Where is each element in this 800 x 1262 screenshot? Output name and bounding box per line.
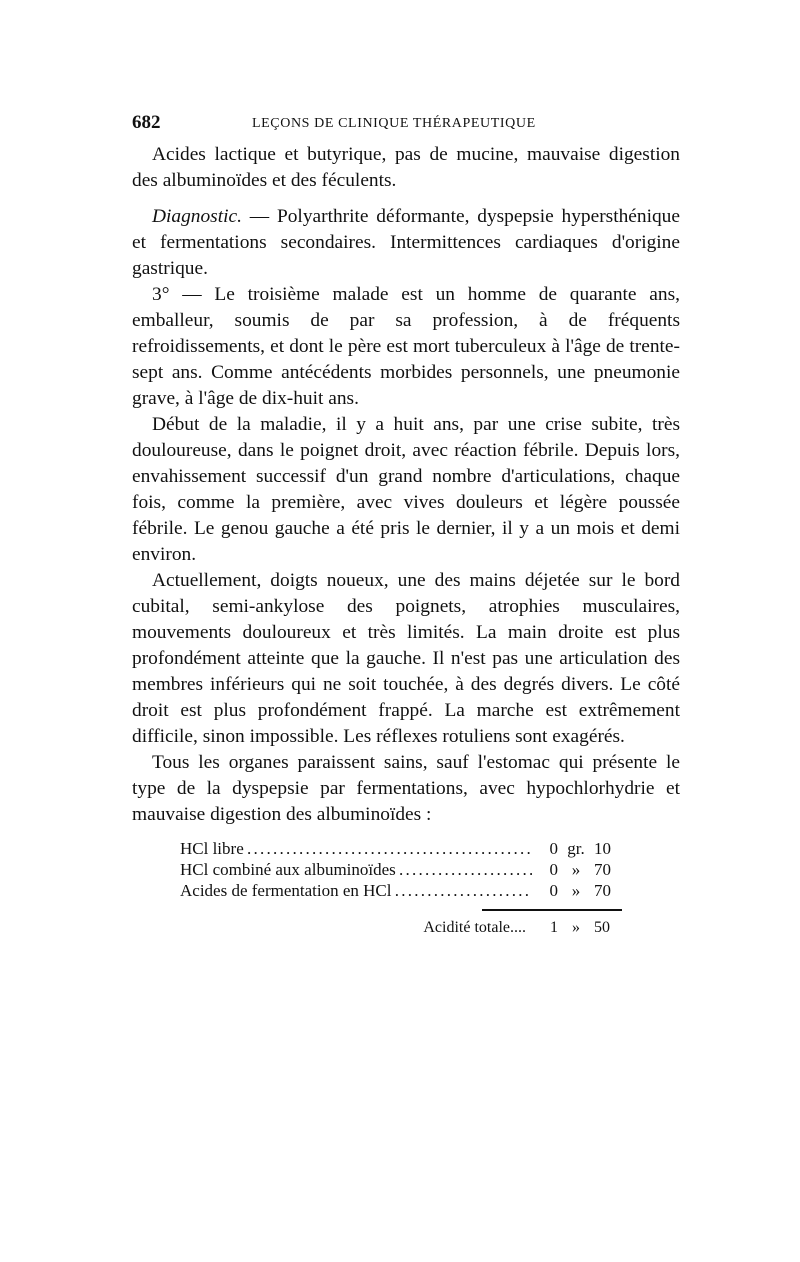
table-row [180,838,620,859]
total-value-integer: 1 [550,919,558,936]
gastric-analysis-table [180,838,620,901]
table-row [180,880,620,901]
page-number: 682 [132,112,161,133]
diagnostic-text: — Polyarthrite déformante, dyspepsie hypersthénique et fermentations secondaires. Intermittences cardiaques d'origine gastrique. [132,206,680,279]
paragraph-third-patient: 3° — Le troisième malade est un homme de quarante ans, emballeur, soumis de par sa profession, à de fréquents refroidissements, et dont le père est mort tuberculeux à l'âge de trente-sept ans. Comme antécédents morbides personnels, une pneumonie grave, à l'âge de dix-huit ans. [132,284,680,409]
total-value-decimal: 50 [594,919,610,936]
row-unit: gr. [567,839,585,858]
row-value-decimal: 70 [594,881,611,900]
total-divider [482,909,622,911]
table-row [180,859,620,880]
paragraph-organs: Tous les organes paraissent sains, sauf l'estomac qui présente le type de la dyspepsie par fermentations, avec hypochlorhydrie et mauvaise digestion des albuminoïdes : [132,752,680,825]
book-page [132,112,680,937]
row-value-integer: 0 [549,881,558,900]
row-label: HCl combiné aux albuminoïdes . . . [180,859,532,880]
row-unit: » [571,860,581,879]
row-value-decimal: 70 [594,860,611,879]
paragraph-current-state: Actuellement, doigts noueux, une des mains déjetée sur le bord cubital, semi-ankylose des poignets, atrophies musculaires, mouvements douloureux et très limités. La main droite est plus profondément atteinte que la gauche. Il n'est pas une articulation des membres inférieurs qui ne soit touchée, à des degrés divers. Le côté droit est plus profondément frappé. La marche est extrêmement difficile, sinon impossible. Les réflexes rotuliens sont exagérés. [132,570,680,747]
total-row [132,919,620,937]
paragraph-onset: Début de la maladie, il y a huit ans, par une crise subite, très douloureuse, dans le poignet droit, avec réaction fébrile. Depuis lors, envahissement successif d'un grand nombre d'articulations, chaque fois, comme la première, avec vives douleurs et légère poussée fébrile. Le genou gauche a été pris le dernier, il y a un mois et demi environ. [132,414,680,565]
page-header [132,112,680,142]
row-value-integer: 0 [549,839,558,858]
row-value-decimal: 10 [594,839,611,858]
row-label: HCl libre . . . [180,838,532,859]
total-unit: » [572,919,580,936]
row-unit: » [571,881,581,900]
paragraph-diagnostic [132,204,680,282]
body-text [132,142,680,828]
row-label: Acides de fermentation en HCl . . . [180,880,532,901]
total-label: Acidité totale.... [423,919,526,936]
running-title: LEÇONS DE CLINIQUE THÉRAPEUTIQUE [252,116,536,131]
diagnostic-heading: Diagnostic. [152,206,242,227]
paragraph-acids: Acides lactique et butyrique, pas de mucine, mauvaise digestion des albuminoïdes et des féculents. [132,144,680,191]
row-value-integer: 0 [549,860,558,879]
